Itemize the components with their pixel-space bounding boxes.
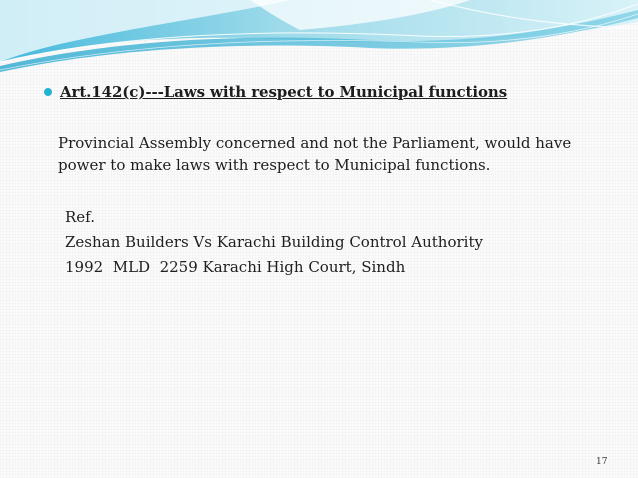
reference-block (65, 205, 483, 280)
ref-citation: 1992 MLD 2259 Karachi High Court, Sindh (65, 258, 406, 276)
bullet-icon (44, 88, 52, 96)
ref-label: Ref. (65, 208, 95, 226)
slide-heading: Art.142(c)---Laws with respect to Municipal functions (60, 83, 508, 101)
page-number: 17 (596, 457, 608, 467)
header-wave-banner (0, 0, 638, 80)
ref-case-name: Zeshan Builders Vs Karachi Building Control Authority (65, 233, 483, 251)
paragraph-line-2: power to make laws with respect to Municipal functions. (58, 156, 491, 174)
body-paragraph (58, 132, 608, 176)
heading-bullet-item (44, 83, 507, 101)
paragraph-line-1: Provincial Assembly concerned and not the Parliament, would have (58, 134, 572, 152)
